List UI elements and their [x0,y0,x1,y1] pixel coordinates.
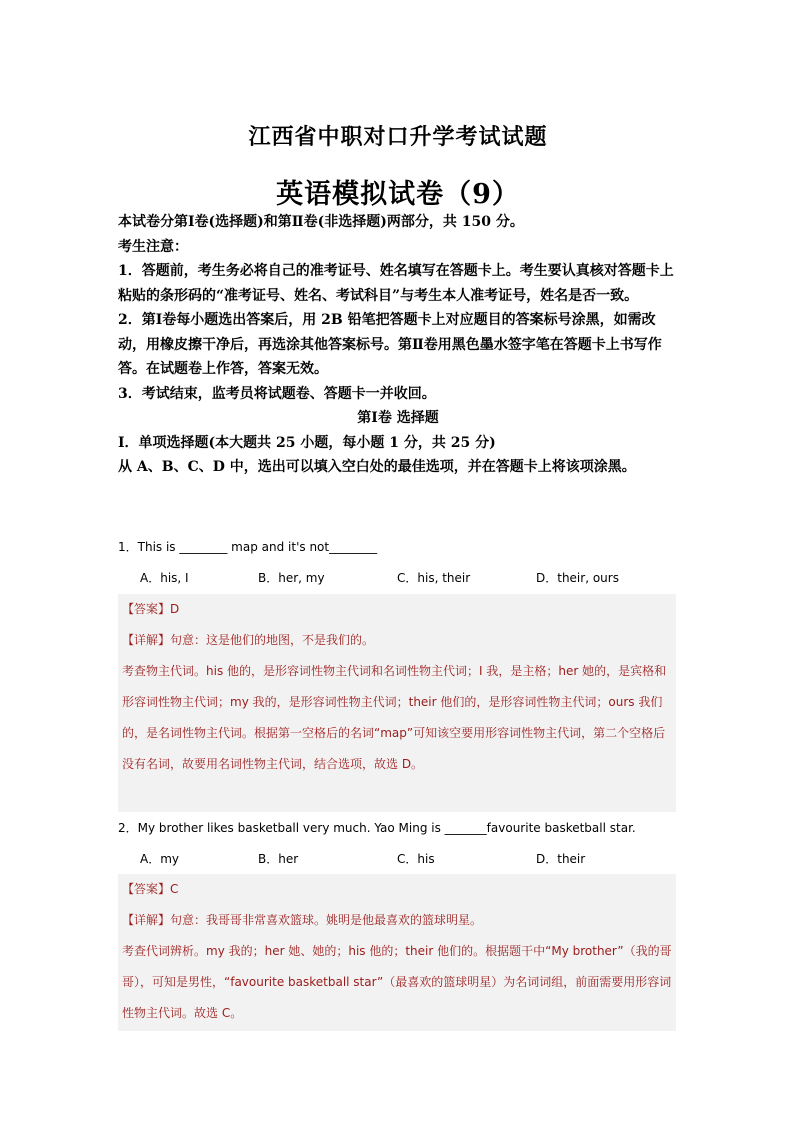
option-a: A．his, I [140,571,189,585]
notice-item-2: 2．第Ⅰ卷每小题选出答案后，用 2B 铅笔把答题卡上对应题目的答案标号涂黑，如需改动，用橡皮擦干净后，再选涂其他答案标号。第Ⅱ卷用黑色墨水签字笔在答题卡上书写作答。在试题卷上作答，答案无效。 [118,312,662,377]
question-stem-1: 1．This is ________ map and it's not________ [118,540,378,554]
notice-heading: 考生注意： [118,238,188,255]
notice-item-3: 3．考试结束，监考员将试题卷、答题卡一并收回。 [118,385,436,402]
answer-explanation: 考查物主代词。his 他的，是形容词性物主代词和名词性物主代词；I 我，是主格；her 她的，是宾格和形容词性物主代词；my 我的，是形容词性物主代词；their 他们的，是形容词性物主代词；ours 我们的，是名词性物主代词。根据第一空格后的名词“map”可知该空要用形容词性物主代词，第二个空格后没有名词，故要用名词性物主代词，结合选项，故选 D。 [122,664,667,771]
exam-intro [118,210,678,480]
option-b: B．her [258,852,299,866]
answer-label: 【答案】C [122,882,179,896]
answer-detail: 【详解】句意：我哥哥非常喜欢篮球。姚明是他最喜欢的篮球明星。 [122,913,483,927]
question-stem-2: 2．My brother likes basketball very much. Yao Ming is _______favourite basketball star. [118,821,636,835]
section-heading: 第Ⅰ卷 选择题 [357,410,439,426]
answer-block-1 [118,594,676,812]
question-options-1 [140,570,680,586]
question-options-2 [140,851,680,867]
part-heading: Ⅰ．单项选择题(本大题共 25 小题，每小题 1 分，共 25 分) [118,434,496,451]
part-instruction: 从 A、B、C、D 中，选出可以填入空白处的最佳选项，并在答题卡上将该项涂黑。 [118,459,636,475]
intro-line: 本试卷分第Ⅰ卷(选择题)和第Ⅱ卷(非选择题)两部分，共 150 分。 [118,214,524,230]
notice-item-1: 1．答题前，考生务必将自己的准考证号、姓名填写在答题卡上。考生要认真核对答题卡上粘贴的条形码的“准考证号、姓名、考试科目”与考生本人准考证号，姓名是否一致。 [118,263,674,304]
answer-explanation: 考查代词辨析。my 我的；her 她、她的；his 他的；their 他们的。根据题干中“My brother”（我的哥哥），可知是男性，“favourite basketball star”（最喜欢的篮球明星）为名词词组，前面需要用形容词性物主代词。故选 C。 [122,944,672,1020]
option-d: D．their, ours [536,571,619,585]
exam-subtitle: 英语模拟试卷（9） [276,179,520,210]
option-d: D．their [536,852,586,866]
option-c: C．his [397,852,435,866]
answer-label: 【答案】D [122,602,180,616]
answer-detail: 【详解】句意：这是他们的地图，不是我们的。 [122,633,375,647]
answer-block-2 [118,874,676,1031]
option-a: A．my [140,852,180,866]
option-c: C．his, their [397,571,471,585]
document-title: 江西省中职对口升学考试试题 [248,124,548,150]
option-b: B．her, my [258,571,325,585]
